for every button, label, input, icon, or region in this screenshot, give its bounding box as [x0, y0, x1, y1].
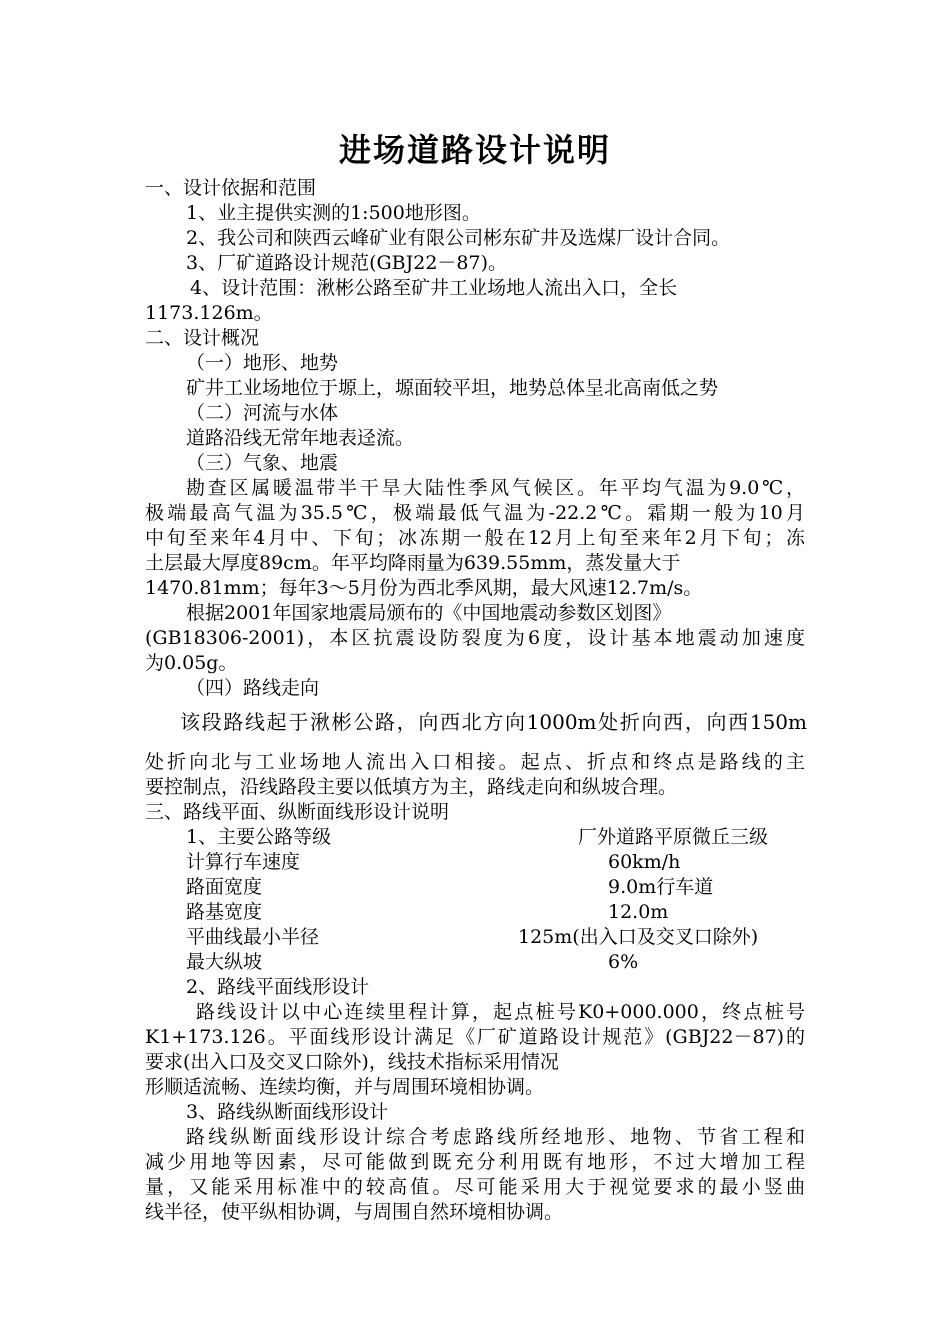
spec-value: 6%	[608, 951, 639, 973]
spec-value: 12.0m	[608, 901, 669, 923]
section-1-item-2: 2、我公司和陕西云峰矿业有限公司彬东矿井及选煤厂设计合同。	[186, 227, 731, 249]
rivers-text: 道路沿线无常年地表迳流。	[186, 427, 415, 449]
spec-value: 60km/h	[608, 851, 681, 873]
section-1-item-3: 3、厂矿道路设计规范(GBJ22－87)。	[186, 252, 508, 274]
spec-label: 平曲线最小半径	[186, 926, 320, 948]
spec-label: 路面宽度	[186, 876, 263, 898]
plan-line: 要求(出入口及交叉口除外)，线技术指标采用情况	[145, 1051, 559, 1073]
section-2-heading: 二、设计概况	[145, 327, 260, 349]
climate-line: 中旬至来年4月中、下旬；冰冻期一般在12月上旬至来年2月下旬；冻	[145, 527, 805, 549]
plan-line: 路线设计以中心连续里程计算，起点桩号K0+000.000，终点桩号	[196, 1001, 805, 1023]
subsection-terrain: （一）地形、地势	[186, 352, 339, 374]
profile-line: 线半径，使平纵相协调，与周围自然环境相协调。	[145, 1201, 564, 1223]
profile-line: 减少用地等因素，尽可能做到既充分利用既有地形，不过大增加工程	[145, 1151, 805, 1173]
route-line: 要控制点，沿线路段主要以低填方为主，路线走向和纵坡合理。	[145, 776, 678, 798]
subsection-climate: （三）气象、地震	[186, 452, 339, 474]
subsection-route: （四）路线走向	[186, 677, 320, 699]
plan-line: 形顺适流畅、连续均衡，并与周围环境相协调。	[145, 1076, 545, 1098]
earthquake-line: 根据2001年国家地震局颁布的《中国地震动参数区划图》	[186, 602, 672, 624]
plan-line: K1+173.126。平面线形设计满足《厂矿道路设计规范》(GBJ22－87)的	[145, 1026, 805, 1048]
climate-line: 勘查区属暖温带半干旱大陆性季风气候区。年平均气温为9.0℃，	[186, 477, 805, 499]
route-line: 该段路线起于湫彬公路，向西北方向1000m处折向西，向西150m	[180, 710, 807, 734]
spec-label: 最大纵坡	[186, 951, 263, 973]
subsection-rivers: （二）河流与水体	[186, 402, 339, 424]
spec-value: 125m(出入口及交叉口除外)	[518, 926, 759, 948]
profile-line: 量，又能采用标准中的较高值。尽可能采用大于视觉要求的最小竖曲	[145, 1176, 805, 1198]
climate-line: 1470.81mm；每年3～5月份为西北季风期，最大风速12.7m/s。	[145, 577, 703, 599]
section-3-heading: 三、路线平面、纵断面线形设计说明	[145, 801, 450, 823]
plan-heading: 2、路线平面线形设计	[186, 976, 370, 998]
spec-label: 计算行车速度	[186, 851, 301, 873]
route-line: 处折向北与工业场地人流出入口相接。起点、折点和终点是路线的主	[145, 751, 805, 773]
section-1-heading: 一、设计依据和范围	[145, 177, 317, 199]
section-1-item-4: 4、设计范围：湫彬公路至矿井工业场地人流出入口，全长	[190, 277, 678, 299]
earthquake-line: (GB18306-2001)，本区抗震设防裂度为6度，设计基本地震动加速度	[145, 627, 805, 649]
spec-grade-value: 厂外道路平原微丘三级	[578, 826, 769, 848]
climate-line: 土层最大厚度89cm。年平均降雨量为639.55mm，蒸发量大于	[145, 552, 681, 574]
section-1-item-1: 1、业主提供实测的1:500地形图。	[186, 202, 481, 224]
page-title: 进场道路设计说明	[338, 131, 611, 169]
earthquake-line: 为0.05g。	[145, 652, 238, 674]
terrain-text: 矿井工业场地位于塬上，塬面较平坦，地势总体呈北高南低之势	[186, 377, 719, 399]
spec-value: 9.0m行车道	[608, 876, 714, 898]
profile-heading: 3、路线纵断面线形设计	[186, 1101, 389, 1123]
climate-line: 极端最高气温为35.5℃，极端最低气温为-22.2℃。霜期一般为10月	[145, 502, 805, 524]
spec-label: 路基宽度	[186, 901, 263, 923]
section-1-item-4-cont: 1173.126m。	[145, 302, 273, 324]
spec-heading: 1、主要公路等级	[186, 826, 332, 848]
profile-line: 路线纵断面线形设计综合考虑路线所经地形、地物、节省工程和	[186, 1126, 805, 1148]
